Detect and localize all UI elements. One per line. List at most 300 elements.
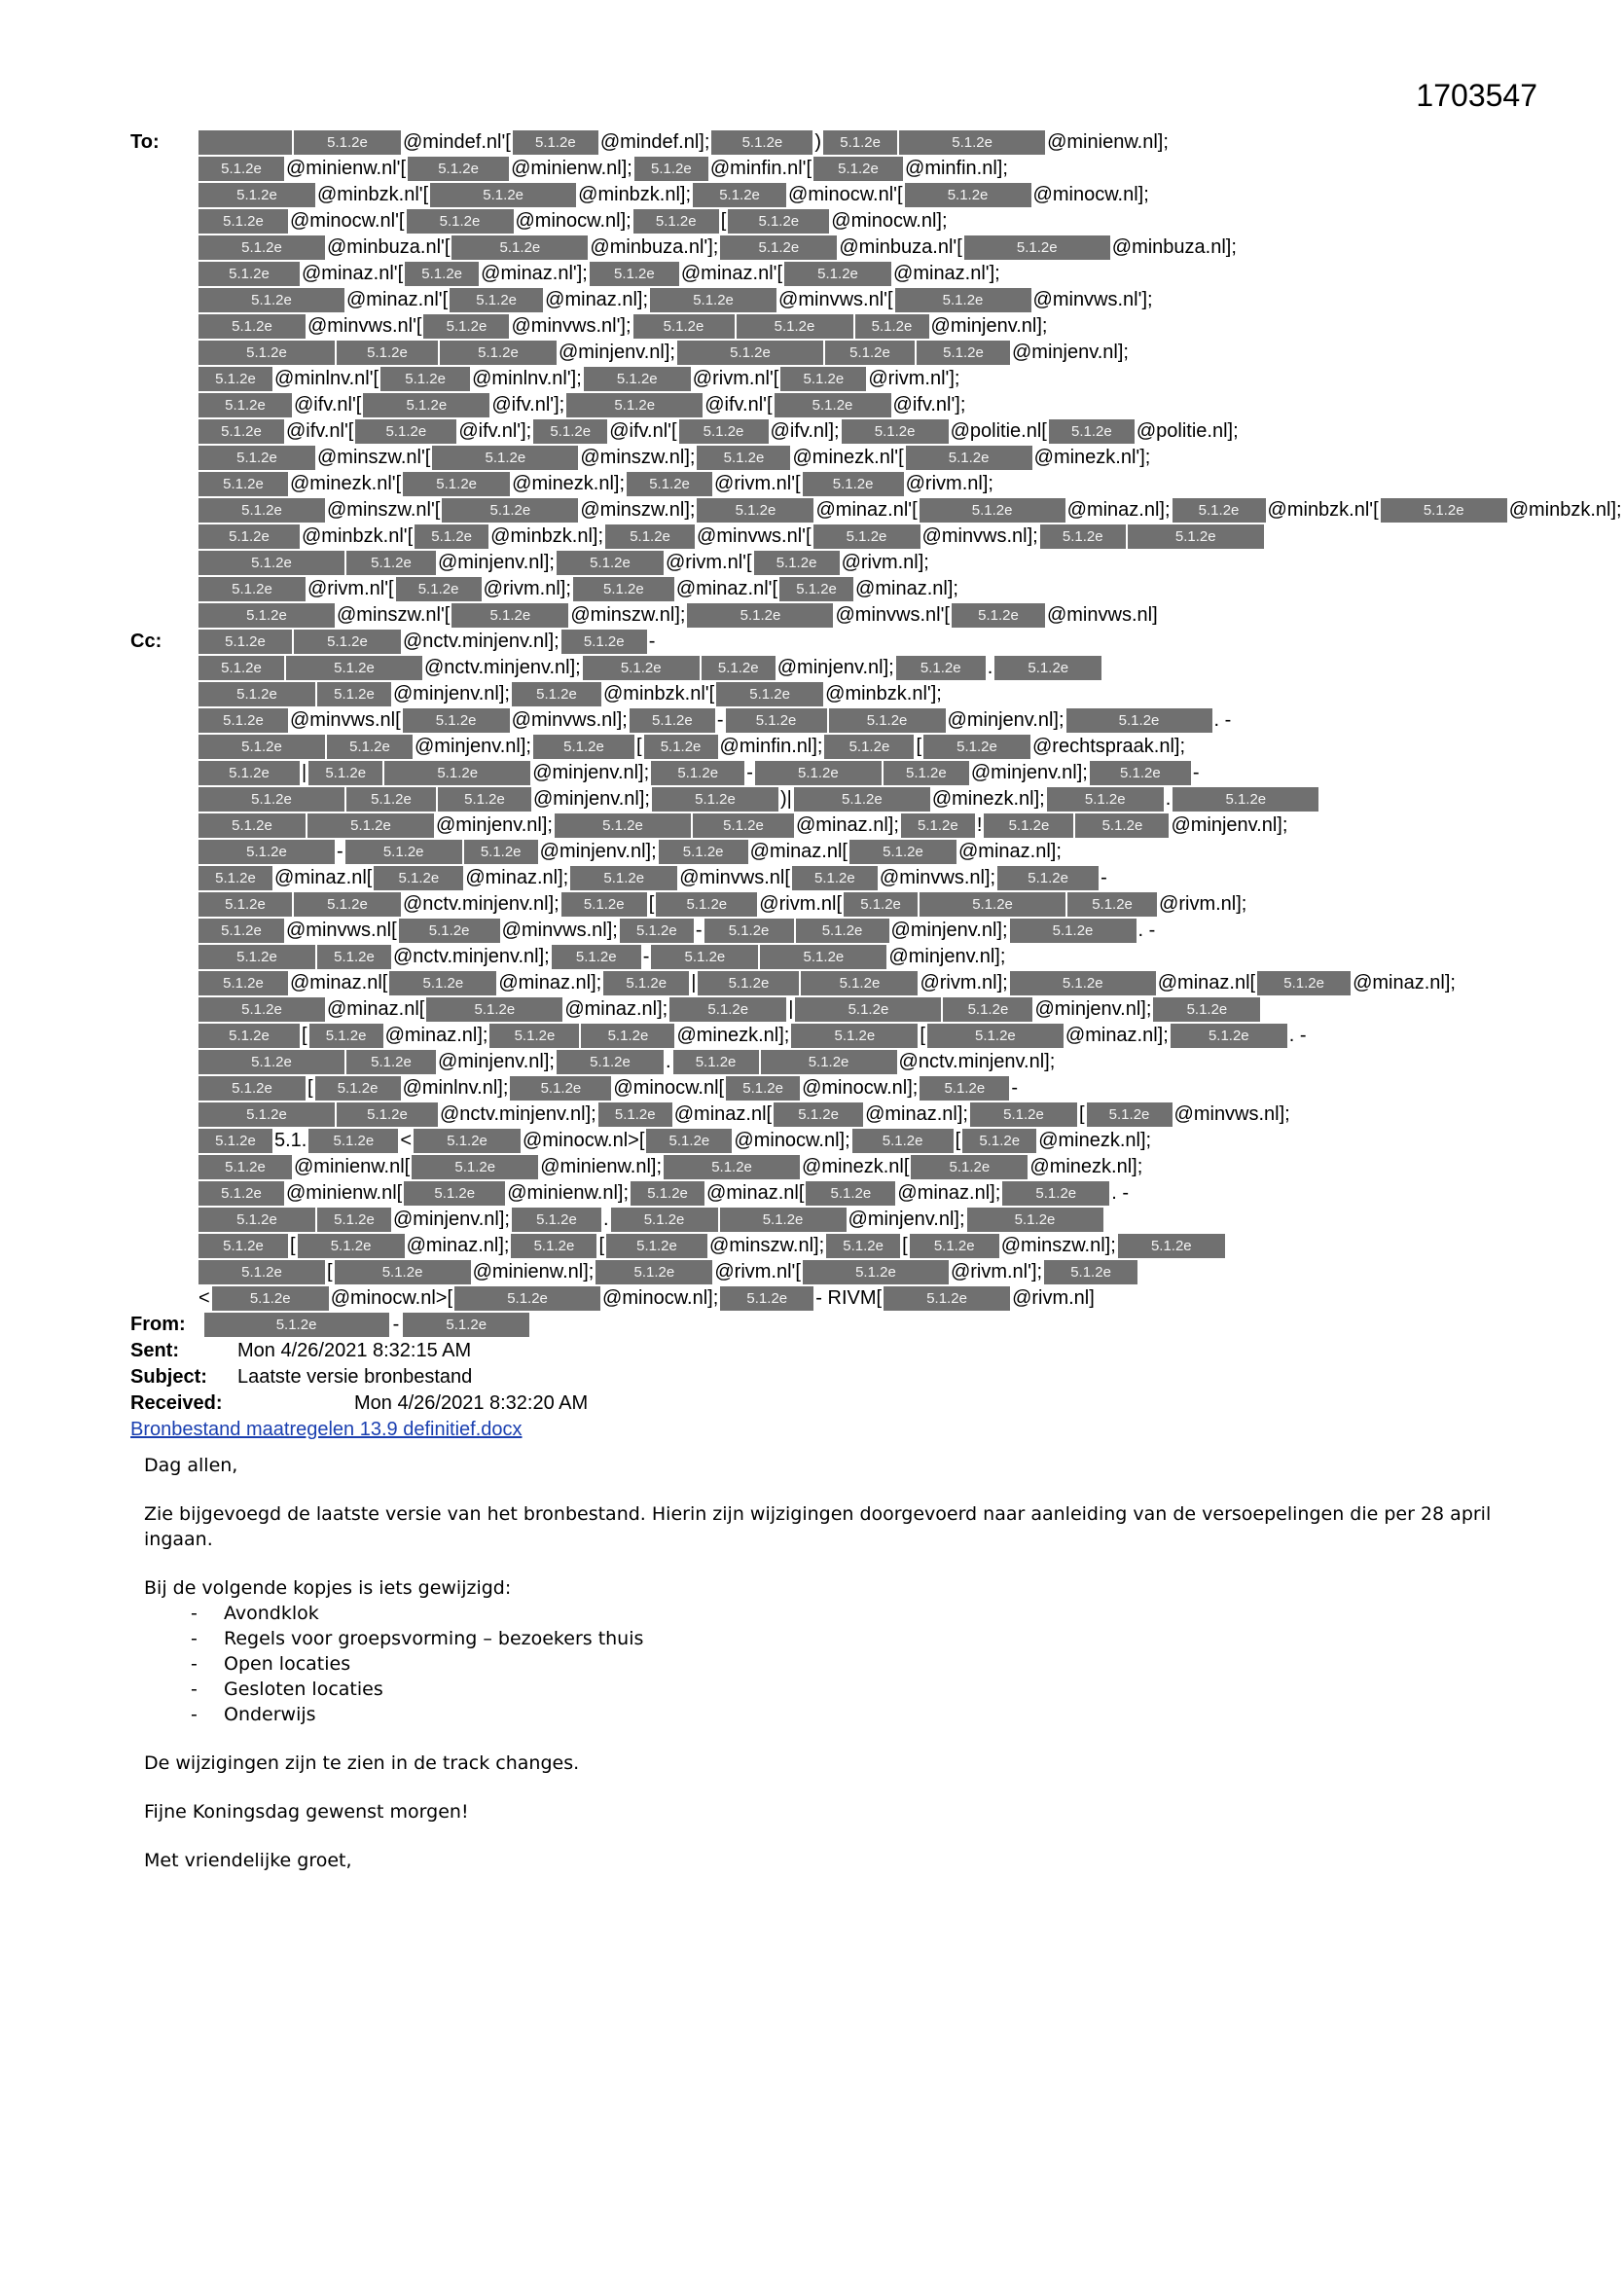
recipient-row — [130, 1154, 1493, 1180]
email-address: @minbzk.nl]; — [1508, 499, 1622, 521]
email-address: @rivm.nl] — [1012, 1287, 1095, 1309]
email-address: @minaz.nl'[ — [675, 578, 778, 599]
email-address: @minezk.nl]; — [1038, 1130, 1152, 1151]
wishes: Fijne Koningsdag gewenst morgen! — [144, 1801, 469, 1823]
recipient-row — [130, 182, 1493, 208]
email-address: @minbuza.nl'[ — [327, 236, 451, 258]
sent-label: Sent: — [130, 1340, 179, 1361]
email-address: @minaz.nl]; — [855, 578, 958, 599]
redaction-box: 5.1.2e — [294, 130, 401, 155]
redaction-box: 5.1.2e — [704, 919, 794, 943]
redaction-box: 5.1.2e — [198, 971, 288, 995]
redaction-box: 5.1.2e — [1087, 1102, 1173, 1127]
email-address: ! — [976, 814, 983, 836]
recipient-row — [130, 970, 1493, 996]
email-address: . - — [1111, 1182, 1130, 1204]
redaction-box: 5.1.2e — [198, 1076, 306, 1101]
email-address: @nctv.minjenv.nl]; — [440, 1103, 596, 1125]
email-address: @minaz.nl]; — [498, 972, 602, 993]
redaction-box: 5.1.2e — [432, 446, 578, 470]
redaction-box: 5.1.2e — [573, 577, 674, 601]
redaction-box: 5.1.2e — [852, 1129, 954, 1153]
recipient-row — [130, 497, 1622, 524]
email-address: @minjenv.nl]; — [930, 315, 1048, 337]
redaction-box: 5.1.2e — [198, 630, 292, 654]
redaction-box: 5.1.2e — [337, 1102, 438, 1127]
redaction-box: 5.1.2e — [198, 997, 325, 1022]
email-address: @nctv.minjenv.nl]; — [898, 1051, 1056, 1072]
redaction-box: 5.1.2e — [906, 446, 1032, 470]
redaction-box: 5.1.2e — [581, 1024, 674, 1048]
recipient-row — [130, 129, 1493, 156]
email-address: - — [695, 920, 703, 941]
redaction-box: 5.1.2e — [399, 919, 500, 943]
email-address: ) — [814, 131, 822, 153]
subject-label: Subject: — [130, 1366, 207, 1388]
redaction-box: 5.1.2e — [605, 524, 695, 549]
redaction-box: 5.1.2e — [823, 130, 897, 155]
redaction-box: 5.1.2e — [294, 630, 401, 654]
redaction-box: 5.1.2e — [997, 866, 1099, 890]
redaction-box: 5.1.2e — [659, 840, 748, 864]
recipient-row — [130, 445, 1493, 471]
redaction-box: 5.1.2e — [380, 367, 470, 391]
recipient-row — [130, 392, 1493, 418]
redaction-box: 5.1.2e — [1040, 524, 1126, 549]
email-address: @rivm.nl]; — [920, 972, 1008, 993]
email-address: @minbzk.nl'[ — [317, 184, 429, 205]
email-address: @rivm.nl'[ — [714, 1261, 801, 1282]
recipient-row — [130, 1259, 1493, 1285]
email-address: @minjenv.nl]; — [532, 762, 650, 783]
email-address: @minezk.nl]; — [931, 788, 1045, 810]
email-address: @minbzk.nl'[ — [302, 525, 414, 547]
recipient-row — [130, 1180, 1493, 1207]
redaction-box: 5.1.2e — [952, 603, 1045, 628]
email-address: @minvws.nl'[ — [778, 289, 893, 310]
email-address: @rivm.nl]; — [1159, 893, 1247, 915]
email-address: @rechtspraak.nl]; — [1032, 736, 1186, 757]
email-address: . — [665, 1051, 671, 1072]
redaction-box: 5.1.2e — [779, 577, 853, 601]
received-value: Mon 4/26/2021 8:32:20 AM — [354, 1392, 589, 1414]
redaction-box: 5.1.2e — [198, 1050, 344, 1074]
redaction-box: 5.1.2e — [346, 787, 436, 812]
redaction-box: 5.1.2e — [1153, 997, 1260, 1022]
email-address: @rivm.nl']; — [950, 1261, 1043, 1282]
email-address: @minezk.nl]; — [1029, 1156, 1143, 1177]
email-address: @minezk.nl]; — [512, 473, 626, 494]
redaction-box: 5.1.2e — [697, 446, 790, 470]
redaction-box: 5.1.2e — [943, 997, 1032, 1022]
redaction-box: 5.1.2e — [825, 341, 915, 365]
email-address: @minezk.nl']; — [1033, 447, 1151, 468]
email-address: @mindef.nl'[ — [403, 131, 511, 153]
email-address: @nctv.minjenv.nl]; — [403, 631, 559, 652]
redaction-box: 5.1.2e — [911, 1155, 1028, 1179]
redaction-box: 5.1.2e — [396, 577, 482, 601]
email-address: . — [602, 1209, 609, 1230]
redaction-box: 5.1.2e — [384, 761, 530, 785]
redaction-box: 5.1.2e — [669, 997, 786, 1022]
email-address: @minaz.nl[ — [327, 998, 425, 1020]
redaction-box: 5.1.2e — [584, 367, 691, 391]
redaction-box: 5.1.2e — [631, 1181, 704, 1206]
email-address: @minbzk.nl'[ — [1267, 499, 1379, 521]
redaction-box: 5.1.2e — [430, 183, 576, 207]
redaction-box: 5.1.2e — [403, 1313, 529, 1337]
redaction-box: 5.1.2e — [1067, 892, 1157, 917]
recipient-row — [130, 996, 1493, 1023]
email-address: @minaz.nl]; — [406, 1235, 510, 1256]
recipient-row — [130, 287, 1493, 313]
email-address: @minezk.nl[ — [802, 1156, 910, 1177]
redaction-box: 5.1.2e — [679, 419, 769, 444]
redaction-box: 5.1.2e — [849, 840, 956, 864]
email-address: @rivm.nl]; — [841, 552, 929, 573]
redaction-box: 5.1.2e — [702, 656, 776, 680]
redaction-box: 5.1.2e — [337, 341, 438, 365]
email-address: . — [1165, 788, 1172, 810]
recipient-row — [130, 681, 1493, 707]
redaction-box: 5.1.2e — [464, 840, 538, 864]
redaction-box: 5.1.2e — [308, 1129, 398, 1153]
email-address: @minvws.nl]; — [921, 525, 1038, 547]
email-address: @minienw.nl'[ — [286, 158, 407, 179]
received-label: Received: — [130, 1392, 223, 1414]
redaction-box: 5.1.2e — [198, 682, 315, 706]
redaction-box: 5.1.2e — [403, 708, 510, 733]
recipient-row — [130, 865, 1493, 891]
email-address: [ — [598, 1235, 605, 1256]
redaction-box: 5.1.2e — [407, 209, 514, 234]
redaction-box: 5.1.2e — [533, 735, 634, 759]
recipient-row — [130, 891, 1493, 918]
redaction-box: 5.1.2e — [720, 235, 837, 260]
redaction-box: 5.1.2e — [884, 761, 969, 785]
email-address: @minaz.nl]; — [865, 1103, 968, 1125]
email-address: [ — [1078, 1103, 1085, 1125]
recipient-row — [130, 734, 1493, 760]
redaction-box: 5.1.2e — [512, 1208, 601, 1232]
email-address: @minocw.nl[ — [613, 1077, 725, 1099]
redaction-box: 5.1.2e — [826, 1234, 900, 1258]
email-address: @minjenv.nl]; — [776, 657, 894, 678]
redaction-box: 5.1.2e — [1002, 1181, 1109, 1206]
to-recipients — [130, 129, 1622, 629]
recipient-row — [130, 1128, 1493, 1154]
redaction-box: 5.1.2e — [967, 1208, 1103, 1232]
redaction-box: 5.1.2e — [760, 945, 886, 969]
redaction-box: 5.1.2e — [198, 341, 335, 365]
email-address: - — [642, 946, 650, 967]
redaction-box: 5.1.2e — [920, 1076, 1009, 1101]
cc-label: Cc: — [130, 631, 162, 652]
email-address: @rivm.nl'[ — [692, 368, 779, 389]
email-address: @minvws.nl[ — [679, 867, 790, 888]
redaction-box: 5.1.2e — [824, 735, 914, 759]
redaction-box: 5.1.2e — [1075, 813, 1169, 838]
email-address: [ — [290, 1235, 296, 1256]
email-address: @minvws.nl'[ — [697, 525, 812, 547]
email-address: @minaz.nl']; — [893, 263, 1000, 284]
redaction-box: 5.1.2e — [791, 1024, 918, 1048]
email-address: @minienw.nl]; — [507, 1182, 630, 1204]
email-address: @minjenv.nl]; — [438, 552, 555, 573]
redaction-box: 5.1.2e — [720, 1286, 813, 1311]
redaction-box: 5.1.2e — [803, 1260, 949, 1284]
redaction-box: 5.1.2e — [784, 262, 891, 286]
recipient-row — [130, 524, 1493, 550]
redaction-box: 5.1.2e — [716, 682, 823, 706]
redaction-box: 5.1.2e — [510, 1076, 611, 1101]
email-address: @minaz.nl]; — [465, 867, 569, 888]
email-address: @minocw.nl'[ — [290, 210, 405, 232]
redaction-box: 5.1.2e — [294, 892, 401, 917]
recipient-row — [130, 313, 1493, 340]
email-address: @minlnv.nl']; — [472, 368, 582, 389]
recipient-row — [130, 1285, 1493, 1312]
list-item: - Open locaties — [187, 1651, 1506, 1677]
recipient-row — [130, 944, 1493, 970]
redaction-box: 5.1.2e — [1171, 1024, 1287, 1048]
redaction-box: 5.1.2e — [198, 1260, 325, 1284]
recipient-row — [130, 576, 1493, 602]
recipient-row — [130, 471, 1493, 497]
redaction-box: 5.1.2e — [693, 183, 786, 207]
email-address: @minocw.nl]; — [802, 1077, 919, 1099]
redaction-box: 5.1.2e — [927, 1024, 1064, 1048]
email-address: @minjenv.nl]; — [533, 788, 650, 810]
changed-sections-list — [144, 1601, 1506, 1727]
email-header — [130, 129, 1622, 1443]
redaction-box: 5.1.2e — [198, 472, 288, 496]
list-intro: Bij de volgende kopjes is iets gewijzigd: — [144, 1577, 512, 1599]
email-address: @minjenv.nl]; — [539, 841, 657, 862]
recipient-row — [130, 156, 1493, 182]
redaction-box: 5.1.2e — [198, 183, 315, 207]
redaction-box: 5.1.2e — [198, 288, 344, 312]
redaction-box: 5.1.2e — [803, 472, 904, 496]
email-address: @minjenv.nl]; — [393, 683, 510, 704]
redaction-box: 5.1.2e — [198, 603, 335, 628]
email-address: @minvws.nl]; — [501, 920, 618, 941]
email-address: @rivm.nl]; — [483, 578, 571, 599]
redaction-box: 5.1.2e — [895, 288, 1031, 312]
redaction-box: 5.1.2e — [423, 314, 509, 339]
redaction-box: 5.1.2e — [583, 656, 700, 680]
email-address: @minaz.nl'[ — [302, 263, 404, 284]
redaction-box: 5.1.2e — [198, 235, 325, 260]
email-address: @minaz.nl[ — [673, 1103, 773, 1125]
redaction-box: 5.1.2e — [1049, 419, 1135, 444]
email-address: < — [400, 1130, 413, 1151]
redaction-box: 5.1.2e — [198, 1102, 335, 1127]
email-address: | — [788, 998, 794, 1020]
email-address: @minvws.nl]; — [511, 709, 628, 731]
redaction-box: 5.1.2e — [438, 787, 531, 812]
redaction-box: 5.1.2e — [687, 603, 833, 628]
redaction-box: 5.1.2e — [711, 130, 812, 155]
redaction-box: 5.1.2e — [920, 892, 1065, 917]
email-address: . - — [1137, 920, 1156, 941]
redaction-box: 5.1.2e — [355, 419, 456, 444]
email-address: @politie.nl[ — [950, 420, 1047, 442]
redaction-box: 5.1.2e — [1010, 919, 1137, 943]
email-address: [ — [635, 736, 642, 757]
email-address: @minjenv.nl]; — [415, 736, 531, 757]
email-address: @ifv.nl'[ — [286, 420, 354, 442]
email-address: @minocw.nl>[ — [523, 1130, 645, 1151]
recipient-row — [130, 602, 1493, 629]
recipient-row — [130, 366, 1493, 392]
email-address: @minvws.nl'[ — [835, 604, 950, 626]
redaction-box: 5.1.2e — [198, 813, 306, 838]
email-address: @minlnv.nl'[ — [274, 368, 379, 389]
attachment-link[interactable]: Bronbestand maatregelen 13.9 definitief.docx — [130, 1419, 523, 1440]
email-address: @minaz.nl[ — [1157, 972, 1256, 993]
redaction-box: 5.1.2e — [198, 919, 284, 943]
redaction-box: 5.1.2e — [198, 524, 300, 549]
redaction-box: 5.1.2e — [634, 157, 708, 181]
redaction-box: 5.1.2e — [598, 1102, 672, 1127]
redaction-box: 5.1.2e — [775, 393, 891, 417]
to-label: To: — [130, 131, 160, 153]
list-item: - Avondklok — [187, 1601, 1506, 1626]
redaction-box: 5.1.2e — [726, 708, 827, 733]
redaction-box: 5.1.2e — [198, 866, 272, 890]
email-address: @minszw.nl]; — [570, 604, 686, 626]
email-address: @minvws.nl']; — [511, 315, 632, 337]
greeting: Dag allen, — [144, 1455, 238, 1476]
redaction-box: 5.1.2e — [308, 761, 382, 785]
redaction-box: 5.1.2e — [555, 813, 691, 838]
email-address: @minszw.nl'[ — [317, 447, 431, 468]
redaction-box: 5.1.2e — [813, 524, 920, 549]
track-changes-note: De wijzigingen zijn te zien in de track changes. — [144, 1752, 580, 1774]
redaction-box: 5.1.2e — [198, 551, 344, 575]
email-address: @minaz.nl]; — [1353, 972, 1456, 993]
email-address: 5.1. — [274, 1130, 307, 1151]
redaction-box: 5.1.2e — [603, 971, 689, 995]
redaction-box: 5.1.2e — [842, 419, 949, 444]
email-address: @minszw.nl'[ — [337, 604, 451, 626]
sender-separator: - — [392, 1314, 400, 1335]
email-address: @minvws.nl]; — [879, 867, 996, 888]
redaction-box: 5.1.2e — [1173, 787, 1318, 812]
redaction-box: 5.1.2e — [1090, 761, 1191, 785]
email-address: @minaz.nl]; — [897, 1182, 1001, 1204]
recipient-row — [130, 1207, 1493, 1233]
redaction-box: 5.1.2e — [644, 735, 718, 759]
redaction-box: 5.1.2e — [595, 1260, 712, 1284]
recipient-row — [130, 918, 1493, 944]
redaction-box: 5.1.2e — [552, 945, 641, 969]
email-address: @minaz.nl[ — [274, 867, 373, 888]
email-address: @minjenv.nl]; — [1171, 814, 1288, 836]
redaction-box: 5.1.2e — [633, 314, 735, 339]
redaction-box: 5.1.2e — [920, 498, 1065, 523]
redaction-box: 5.1.2e — [309, 1024, 383, 1048]
redaction-box: 5.1.2e — [198, 209, 288, 234]
email-address: < — [198, 1287, 210, 1309]
redaction-box: 5.1.2e — [198, 787, 344, 812]
redaction-box: 5.1.2e — [651, 761, 744, 785]
received-row — [130, 1390, 1493, 1417]
recipient-row — [130, 261, 1493, 287]
redaction-box: 5.1.2e — [728, 209, 829, 234]
from-label: From: — [130, 1314, 186, 1335]
redaction-box: 5.1.2e — [198, 498, 325, 523]
redaction-box: 5.1.2e — [198, 656, 284, 680]
redaction-box: 5.1.2e — [796, 919, 889, 943]
email-address: @minvws.nl[ — [286, 920, 397, 941]
recipient-row — [130, 1075, 1493, 1101]
sent-value: Mon 4/26/2021 8:32:15 AM — [237, 1340, 472, 1361]
redaction-box: 5.1.2e — [204, 1313, 389, 1337]
redaction-box: 5.1.2e — [780, 367, 866, 391]
email-address: | — [302, 762, 307, 783]
redaction-box: 5.1.2e — [720, 1208, 847, 1232]
redaction-box: 5.1.2e — [454, 1286, 600, 1311]
redaction-box: 5.1.2e — [899, 130, 1045, 155]
email-address: [ — [307, 1077, 313, 1099]
redaction-box: 5.1.2e — [450, 288, 543, 312]
email-address: @rivm.nl'[ — [307, 578, 394, 599]
recipient-row — [130, 812, 1493, 839]
redaction-box: 5.1.2e — [317, 682, 391, 706]
redaction-box: 5.1.2e — [794, 787, 930, 812]
email-address: @ifv.nl']; — [491, 394, 565, 415]
redaction-box: 5.1.2e — [198, 840, 335, 864]
email-body — [144, 1453, 1506, 1896]
email-address: @minaz.nl[ — [706, 1182, 805, 1204]
email-address: @minjenv.nl]; — [888, 946, 1006, 967]
email-address: @minlnv.nl]; — [402, 1077, 509, 1099]
redaction-box: 5.1.2e — [346, 1050, 436, 1074]
redaction-box: 5.1.2e — [198, 761, 300, 785]
email-address: @minocw.nl]; — [1032, 184, 1149, 205]
email-address: @ifv.nl']; — [892, 394, 966, 415]
redaction-box: 5.1.2e — [652, 787, 778, 812]
list-item: - Gesloten locaties — [187, 1677, 1506, 1702]
email-address: - — [337, 841, 343, 862]
recipient-row — [130, 208, 1493, 235]
email-address: @minfin.nl'[ — [709, 158, 812, 179]
redaction-box: 5.1.2e — [198, 262, 300, 286]
redaction-box: 5.1.2e — [198, 1234, 288, 1258]
email-address: @minienw.nl[ — [294, 1156, 411, 1177]
sent-row — [130, 1338, 1493, 1364]
redaction-box: 5.1.2e — [801, 971, 918, 995]
list-item: - Regels voor groepsvorming – bezoekers thuis — [187, 1626, 1506, 1651]
redaction-box: 5.1.2e — [656, 892, 757, 917]
redaction-box: 5.1.2e — [317, 1208, 391, 1232]
redaction-box: 5.1.2e — [511, 1234, 596, 1258]
redaction-box: 5.1.2e — [198, 367, 272, 391]
redaction-box: 5.1.2e — [426, 997, 562, 1022]
redaction-box: 5.1.2e — [1010, 971, 1156, 995]
redaction-box: 5.1.2e — [307, 813, 434, 838]
redaction-box: 5.1.2e — [806, 1181, 895, 1206]
email-address: @minienw.nl[ — [286, 1182, 403, 1204]
redaction-box: 5.1.2e — [1047, 787, 1164, 812]
email-address: )| — [779, 788, 792, 810]
recipient-row — [130, 655, 1493, 681]
attachment-row — [130, 1417, 1493, 1443]
email-address: @minjenv.nl]; — [393, 1209, 510, 1230]
redaction-box: 5.1.2e — [630, 708, 715, 733]
